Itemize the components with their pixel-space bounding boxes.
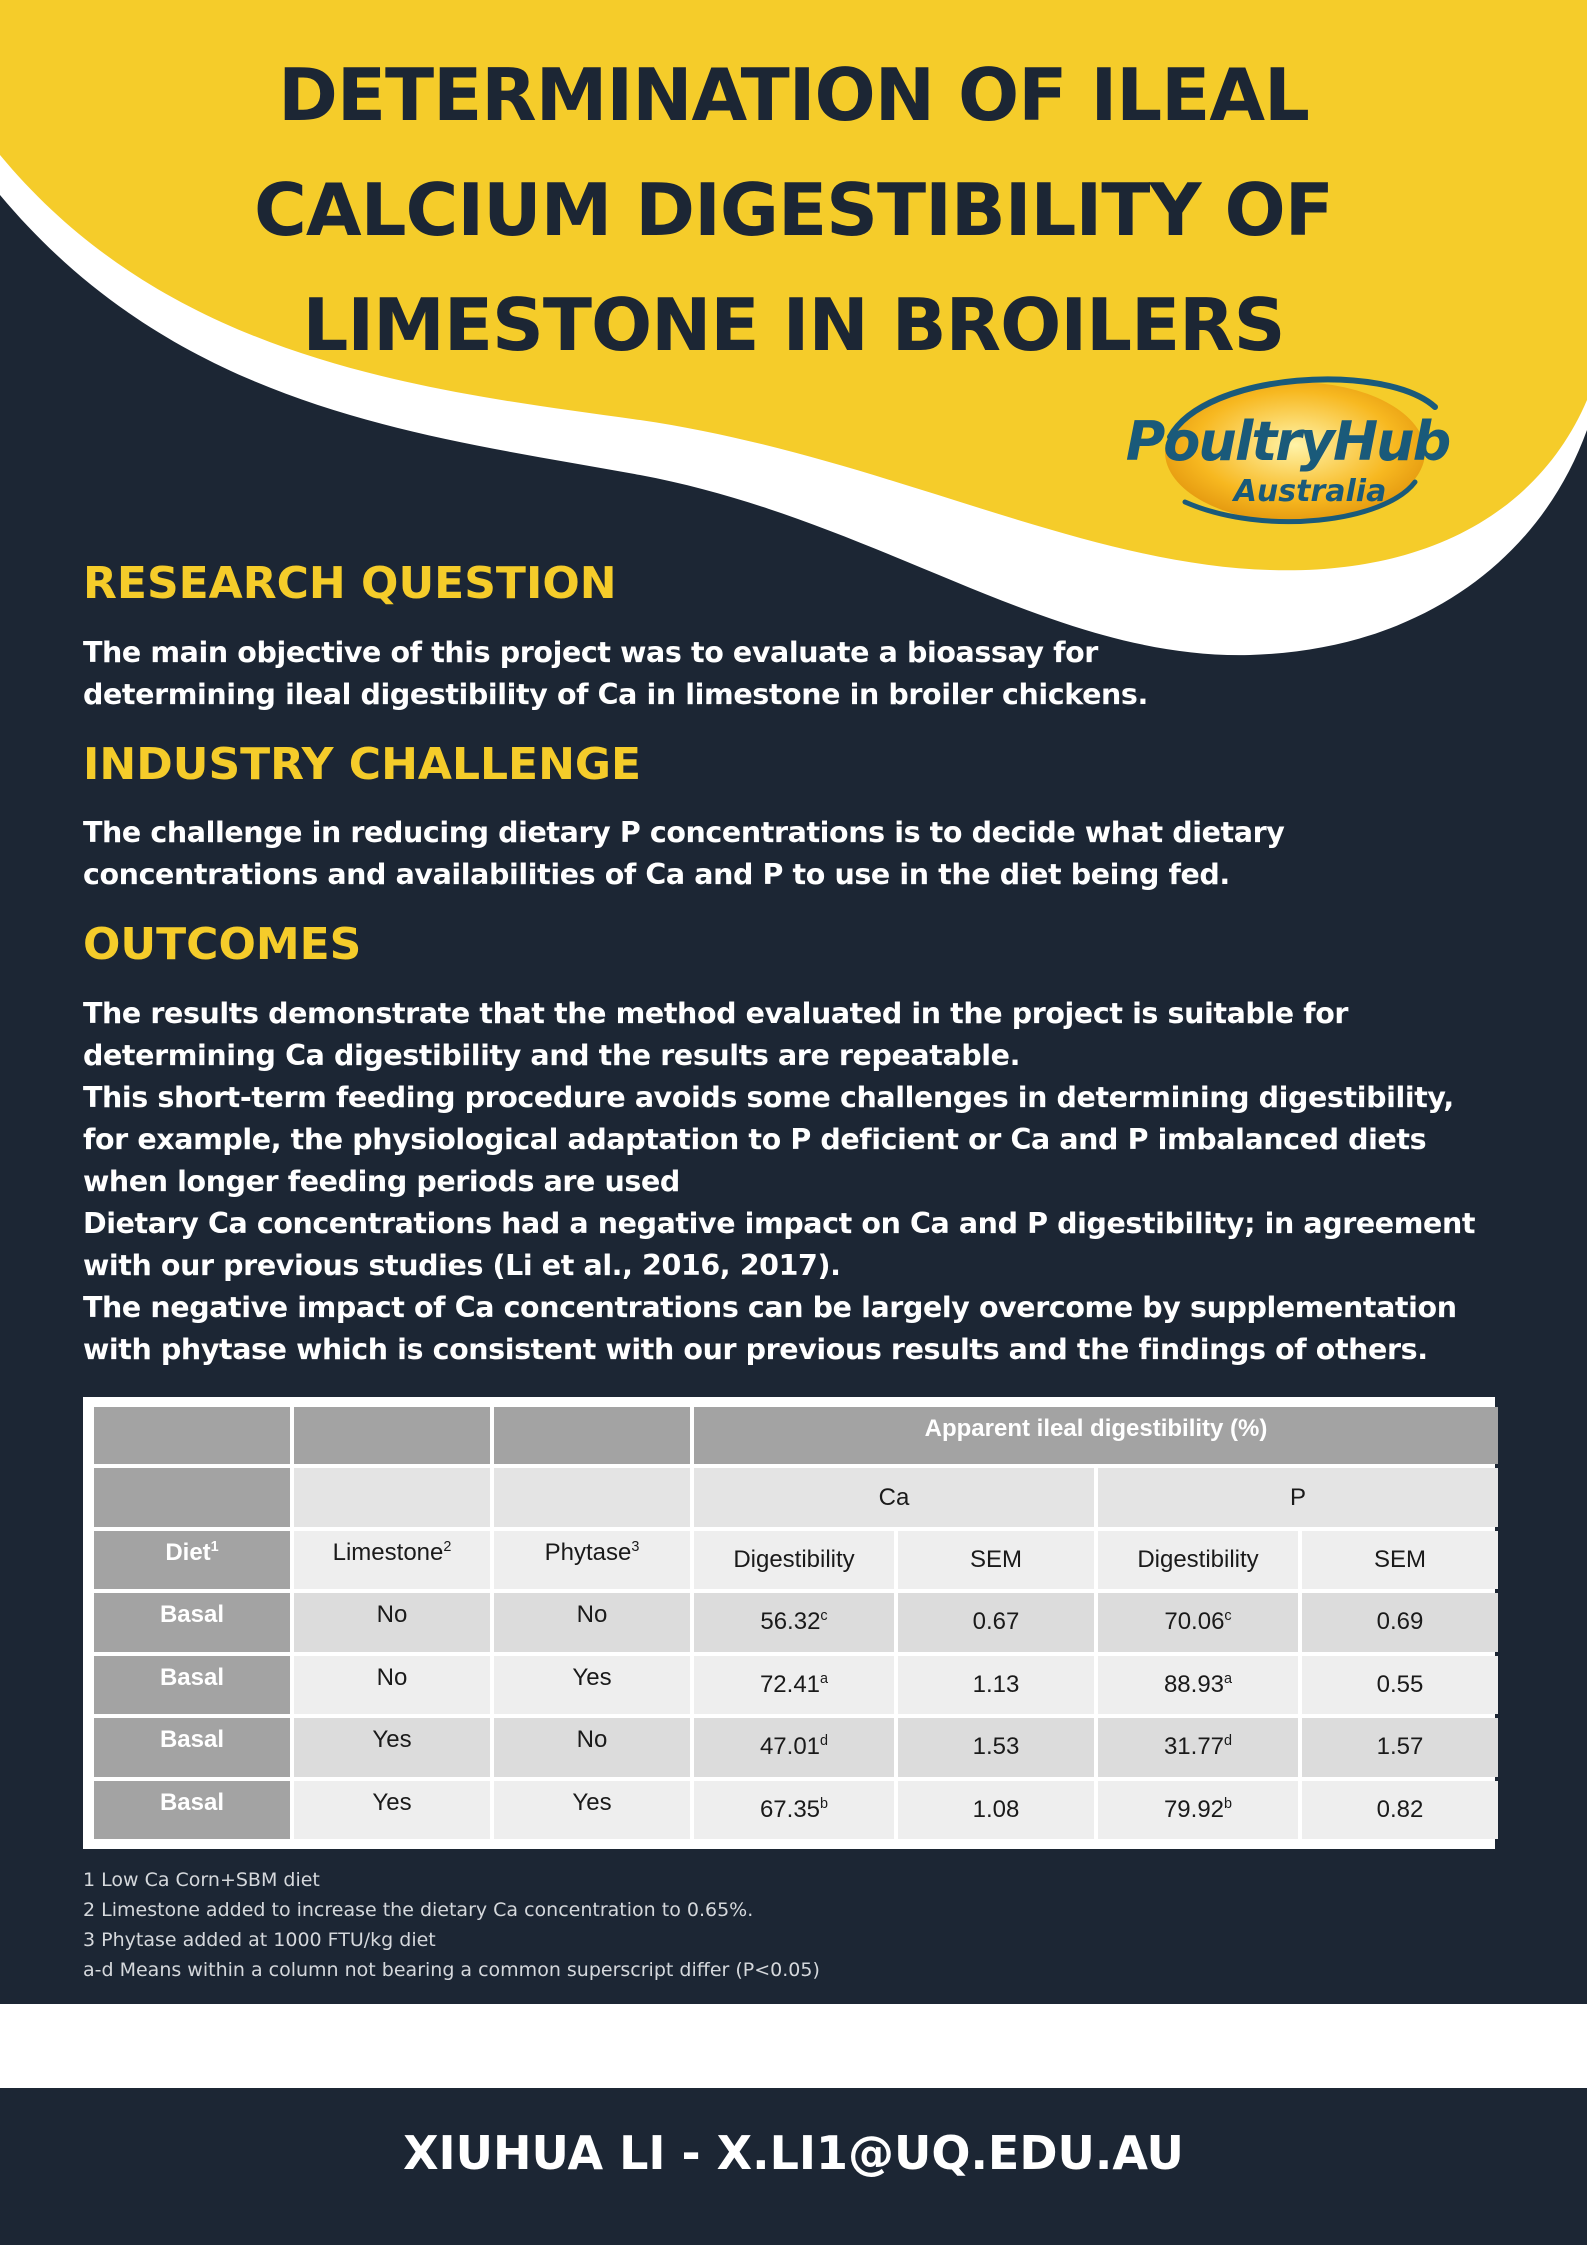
outcomes-line: The results demonstrate that the method evaluated in the project is suitable for bbox=[83, 997, 1349, 1030]
phytase-cell: Yes bbox=[494, 1781, 690, 1839]
header-blank bbox=[294, 1407, 490, 1464]
author-contact: XIUHUA LI - X.LI1@UQ.EDU.AU bbox=[403, 2126, 1184, 2180]
p-digestibility-value: 88.93 bbox=[1163, 1670, 1225, 1698]
ca-digestibility-value: 56.32 bbox=[760, 1608, 821, 1636]
p-digestibility-cell bbox=[1098, 1781, 1298, 1839]
results-table bbox=[90, 1403, 1502, 1843]
p-digestibility-cell bbox=[1098, 1593, 1298, 1651]
limestone-footnote-mark: 2 bbox=[443, 1538, 452, 1555]
outcomes-heading: OUTCOMES bbox=[83, 919, 362, 970]
title-line-1: DETERMINATION OF ILEAL bbox=[278, 53, 1309, 137]
header-blank bbox=[94, 1407, 290, 1464]
footnote: 3 Phytase added at 1000 FTU/kg diet bbox=[83, 1929, 436, 1951]
footnote: 2 Limestone added to increase the dietary Ca concentration to 0.65%. bbox=[83, 1899, 754, 1921]
outcomes-line: Dietary Ca concentrations had a negative impact on Ca and P digestibility; in agreement bbox=[83, 1207, 1476, 1240]
header-blank bbox=[494, 1407, 690, 1464]
p-sem-cell: 0.55 bbox=[1302, 1656, 1498, 1714]
p-digestibility-header: Digestibility bbox=[1098, 1531, 1298, 1589]
p-digestibility-cell bbox=[1098, 1718, 1298, 1776]
ca-sem-cell: 1.53 bbox=[898, 1718, 1094, 1776]
p-digestibility-cell bbox=[1098, 1656, 1298, 1714]
table-column-header-row bbox=[94, 1531, 1498, 1589]
limestone-cell: Yes bbox=[294, 1718, 490, 1776]
research-question-line: The main objective of this project was to evaluate a bioassay for bbox=[83, 636, 1098, 669]
p-header: P bbox=[1098, 1468, 1498, 1526]
ca-digestibility-cell bbox=[694, 1781, 894, 1839]
p-digestibility-value: 70.06 bbox=[1164, 1608, 1225, 1636]
diet-cell: Basal bbox=[94, 1781, 290, 1839]
ca-digestibility-header: Digestibility bbox=[694, 1531, 894, 1589]
ca-superscript: a bbox=[820, 1670, 829, 1687]
footnote: a-d Means within a column not bearing a common superscript differ (P<0.05) bbox=[83, 1959, 820, 1981]
ca-sem-header: SEM bbox=[898, 1531, 1094, 1589]
p-superscript: b bbox=[1224, 1795, 1233, 1812]
header-blank bbox=[294, 1468, 490, 1526]
outcomes-line: This short-term feeding procedure avoids some challenges in determining digestibility, bbox=[83, 1081, 1454, 1114]
ca-superscript: b bbox=[820, 1795, 829, 1812]
limestone-cell: No bbox=[294, 1593, 490, 1651]
industry-challenge-heading: INDUSTRY CHALLENGE bbox=[83, 739, 642, 790]
outcomes-line: with our previous studies (Li et al., 2016, 2017). bbox=[83, 1249, 841, 1282]
limestone-cell: Yes bbox=[294, 1781, 490, 1839]
outcomes-line: for example, the physiological adaptation to P deficient or Ca and P imbalanced diets bbox=[83, 1123, 1427, 1156]
p-superscript: c bbox=[1224, 1608, 1232, 1625]
ca-sem-cell: 0.67 bbox=[898, 1593, 1094, 1651]
ca-superscript: d bbox=[820, 1733, 829, 1750]
limestone-column-header bbox=[294, 1531, 490, 1589]
title-line-2: CALCIUM DIGESTIBILITY OF bbox=[254, 168, 1333, 252]
phytase-cell: No bbox=[494, 1593, 690, 1651]
industry-challenge-line: concentrations and availabilities of Ca and P to use in the diet being fed. bbox=[83, 858, 1230, 891]
table-header-row bbox=[94, 1468, 1498, 1526]
table-header-row bbox=[94, 1407, 1498, 1464]
ca-digestibility-value: 47.01 bbox=[759, 1733, 821, 1761]
table-row bbox=[94, 1656, 1498, 1714]
footer-divider-band bbox=[0, 2004, 1587, 2088]
table-footnotes bbox=[83, 1865, 820, 1985]
diet-cell: Basal bbox=[94, 1656, 290, 1714]
p-superscript: d bbox=[1224, 1733, 1233, 1750]
header-blank bbox=[494, 1468, 690, 1526]
table-row bbox=[94, 1593, 1498, 1651]
outcomes-line: with phytase which is consistent with our previous results and the findings of others. bbox=[83, 1333, 1428, 1366]
diet-cell: Basal bbox=[94, 1718, 290, 1776]
ca-sem-cell: 1.08 bbox=[898, 1781, 1094, 1839]
table-row bbox=[94, 1781, 1498, 1839]
header-blank bbox=[94, 1468, 290, 1526]
p-digestibility-value: 31.77 bbox=[1163, 1733, 1225, 1761]
poultryhub-logo bbox=[1115, 362, 1460, 532]
title-line-3: LIMESTONE IN BROILERS bbox=[302, 283, 1285, 367]
ca-digestibility-value: 67.35 bbox=[759, 1795, 821, 1823]
p-sem-cell: 0.82 bbox=[1302, 1781, 1498, 1839]
ca-sem-cell: 1.13 bbox=[898, 1656, 1094, 1714]
limestone-cell: No bbox=[294, 1656, 490, 1714]
phytase-footnote-mark: 3 bbox=[631, 1538, 640, 1555]
outcomes-line: The negative impact of Ca concentrations can be largely overcome by supplementation bbox=[83, 1291, 1457, 1324]
p-digestibility-value: 79.92 bbox=[1163, 1795, 1225, 1823]
ca-digestibility-cell bbox=[694, 1593, 894, 1651]
limestone-label: Limestone bbox=[332, 1538, 444, 1566]
outcomes-text bbox=[83, 993, 1523, 1371]
ca-superscript: c bbox=[820, 1608, 828, 1625]
research-question-heading: RESEARCH QUESTION bbox=[83, 558, 617, 609]
ca-header: Ca bbox=[694, 1468, 1094, 1526]
phytase-cell: Yes bbox=[494, 1656, 690, 1714]
research-question-text bbox=[83, 632, 1523, 716]
phytase-label: Phytase bbox=[544, 1538, 632, 1566]
digestibility-group-header: Apparent ileal digestibility (%) bbox=[694, 1407, 1498, 1464]
phytase-cell: No bbox=[494, 1718, 690, 1776]
research-question-line: determining ileal digestibility of Ca in limestone in broiler chickens. bbox=[83, 678, 1148, 711]
logo-subtext: Australia bbox=[1233, 474, 1387, 509]
diet-label: Diet bbox=[165, 1538, 211, 1566]
outcomes-line: determining Ca digestibility and the results are repeatable. bbox=[83, 1039, 1021, 1072]
ca-digestibility-value: 72.41 bbox=[759, 1670, 821, 1698]
table-row bbox=[94, 1718, 1498, 1776]
ca-digestibility-cell bbox=[694, 1718, 894, 1776]
p-sem-cell: 1.57 bbox=[1302, 1718, 1498, 1776]
poster-title bbox=[0, 38, 1587, 383]
p-superscript: a bbox=[1224, 1670, 1233, 1687]
diet-footnote-mark: 1 bbox=[210, 1538, 219, 1555]
footnote: 1 Low Ca Corn+SBM diet bbox=[83, 1869, 320, 1891]
diet-column-header bbox=[94, 1531, 290, 1589]
outcomes-line: when longer feeding periods are used bbox=[83, 1165, 680, 1198]
logo-text: PoultryHub bbox=[1125, 410, 1450, 473]
phytase-column-header bbox=[494, 1531, 690, 1589]
diet-cell: Basal bbox=[94, 1593, 290, 1651]
results-table-container bbox=[83, 1397, 1495, 1849]
industry-challenge-text bbox=[83, 812, 1523, 896]
p-sem-cell: 0.69 bbox=[1302, 1593, 1498, 1651]
ca-digestibility-cell bbox=[694, 1656, 894, 1714]
p-sem-header: SEM bbox=[1302, 1531, 1498, 1589]
industry-challenge-line: The challenge in reducing dietary P concentrations is to decide what dietary bbox=[83, 816, 1285, 849]
